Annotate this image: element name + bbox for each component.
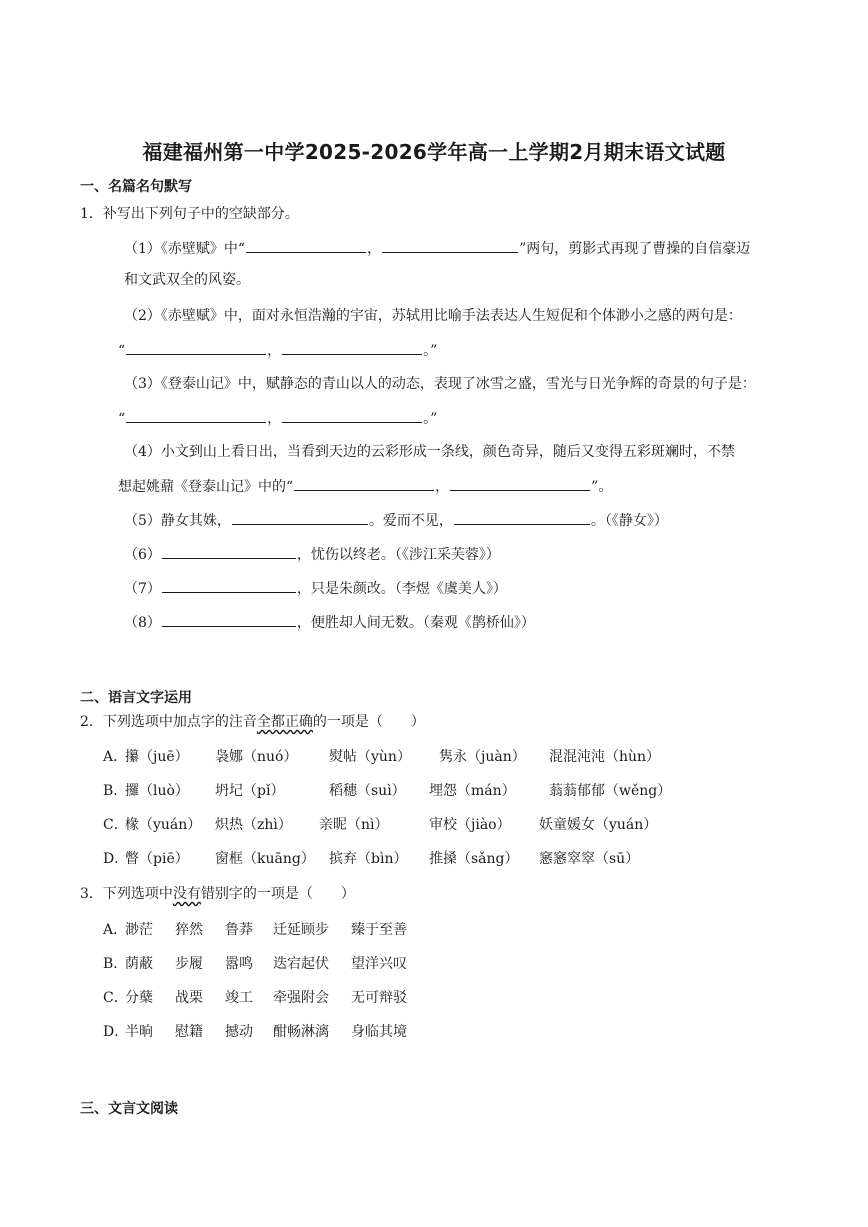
q3-option-a[interactable] [103,920,523,940]
option-item: 攥（juē） [125,749,189,765]
option-item: 审校（jiào） [429,817,511,833]
answer-blank[interactable] [282,340,422,355]
q1-item-5 [124,510,668,531]
option-item: 窸窸窣窣（sū） [539,851,640,867]
text: 。” [423,411,438,427]
option-item: 撼动 [225,1024,253,1040]
q1-item-6 [124,544,500,565]
text: “ [118,411,126,427]
q3-option-d[interactable] [103,1022,523,1042]
q2-option-d[interactable] [103,849,743,869]
option-item: 瞥（piē） [125,851,189,867]
q1-item-2-line-1: （2）《赤壁赋》中，面对永恒浩瀚的宇宙，苏轼用比喻手法表达人生短促和个体渺小之感的两句是： [124,308,742,324]
q1-item-3-line-1: （3）《登泰山记》中，赋静态的青山以人的动态，表现了冰雪之盛，雪光与日光争辉的奇景的句子是： [124,376,756,392]
option-item: 鲁莽 [225,922,253,938]
option-item: 隽永（juàn） [439,749,526,765]
option-item: 嚣鸣 [225,956,253,972]
text: ，便胜却人间无数。（秦观《鹊桥仙》） [296,615,535,631]
option-item: 猝然 [175,922,203,938]
option-letter: D． [103,1024,129,1040]
text: ，忧伤以终老。（《涉江采芙蓉》） [296,547,500,563]
answer-blank[interactable] [382,238,518,253]
option-item: 半晌 [125,1024,153,1040]
text: （8） [124,615,161,631]
option-item: 战栗 [175,990,203,1006]
text: “ [118,343,126,359]
option-item: 蓊蓊郁郁（wěng） [549,783,672,799]
text: 。（《静女》） [590,513,668,529]
emphasis-text: 全都正确 [256,714,313,730]
option-item: 臻于至善 [351,922,407,938]
option-letter: A． [103,749,128,765]
text: 。爱而不见， [368,513,453,529]
option-item: 熨帖（yùn） [329,749,411,765]
text: 想起姚鼐《登泰山记》中的“ [118,479,294,495]
option-item: 酣畅淋漓 [273,1024,329,1040]
text: 3．下列选项中 [80,886,173,902]
option-item: 望洋兴叹 [351,956,407,972]
option-item: 摈弃（bìn） [329,851,408,867]
q1-item-7 [124,578,507,599]
page-title: 福建福州第一中学2025-2026学年高一上学期2月期末语文试题 [142,140,726,164]
text: 。” [423,343,438,359]
option-item: 炽热（zhì） [215,817,292,833]
q1-item-8 [124,612,535,633]
option-item: 窗框（kuāng） [215,851,315,867]
q1-item-3-line-2 [118,408,437,429]
section-heading-2: 二、语言文字运用 [80,690,192,706]
answer-blank[interactable] [282,408,422,423]
option-item: 攞（luò） [125,783,189,799]
question-2-stem [80,712,425,732]
answer-blank[interactable] [126,340,266,355]
q3-option-c[interactable] [103,988,523,1008]
option-letter: D． [103,851,129,867]
question-1-stem: 1．补写出下列句子中的空缺部分。 [80,206,299,222]
text: （7） [124,581,161,597]
option-item: 袅娜（nuó） [215,749,298,765]
section-heading-3: 三、文言文阅读 [80,1101,178,1117]
text: （6） [124,547,161,563]
option-item: 稻穗（suì） [329,783,406,799]
text: ，只是朱颜改。（李煜《虞美人》） [296,581,507,597]
option-letter: B． [103,956,128,972]
option-item: 无可辩驳 [351,990,407,1006]
text: 的一项是（ ） [312,714,425,730]
answer-blank[interactable] [162,578,296,593]
option-item: 坍圮（pǐ） [215,783,285,799]
q1-item-2-line-2 [118,340,437,361]
option-item: 亲昵（nì） [319,817,389,833]
question-3-stem [80,884,355,904]
text: （5）静女其姝， [124,513,231,529]
q2-option-a[interactable] [103,747,743,767]
text: ， [267,343,282,359]
text: ”两句，剪影式再现了曹操的自信豪迈 [519,241,751,257]
q1-item-4-line-1: （4）小文到山上看日出，当看到天边的云彩形成一条线，颜色奇异，随后又变得五彩斑斓时，不禁 [124,444,735,460]
q2-option-b[interactable] [103,781,743,801]
option-item: 混混沌沌（hùn） [549,749,661,765]
option-item: 椽（yuán） [125,817,202,833]
option-letter: B． [103,783,128,799]
text: ， [367,241,382,257]
option-item: 埋怨（mán） [429,783,516,799]
option-letter: C． [103,817,128,833]
option-item: 推搡（sǎng） [429,851,519,867]
answer-blank[interactable] [162,612,296,627]
text: ， [267,411,282,427]
answer-blank[interactable] [246,238,366,253]
option-letter: C． [103,990,128,1006]
text: ”。 [591,479,613,495]
option-item: 步履 [175,956,203,972]
emphasis-text: 没有 [172,886,201,902]
q3-option-b[interactable] [103,954,523,974]
answer-blank[interactable] [232,510,368,525]
option-item: 迭宕起伏 [273,956,329,972]
option-letter: A． [103,922,128,938]
text: 2．下列选项中加点字的注音 [80,714,257,730]
option-item: 竣工 [225,990,253,1006]
answer-blank[interactable] [162,544,296,559]
option-item: 分蘖 [125,990,153,1006]
q1-item-1-line-1 [124,238,750,259]
answer-blank[interactable] [126,408,266,423]
option-item: 身临其境 [351,1024,407,1040]
option-item: 妖童媛女（yuán） [539,817,658,833]
option-item: 渺茫 [125,922,153,938]
text: ， [435,479,450,495]
q2-option-c[interactable] [103,815,743,835]
option-item: 迁延顾步 [273,922,329,938]
section-heading-1: 一、名篇名句默写 [80,179,192,195]
option-item: 牵强附会 [273,990,329,1006]
text: 错别字的一项是（ ） [200,886,355,902]
text: （1）《赤壁赋》中“ [124,241,246,257]
answer-blank[interactable] [454,510,590,525]
answer-blank[interactable] [294,476,434,491]
answer-blank[interactable] [450,476,590,491]
option-item: 慰籍 [175,1024,203,1040]
option-item: 荫蔽 [125,956,153,972]
q1-item-1-line-2: 和文武双全的风姿。 [124,272,250,288]
q1-item-4-line-2 [118,476,612,497]
